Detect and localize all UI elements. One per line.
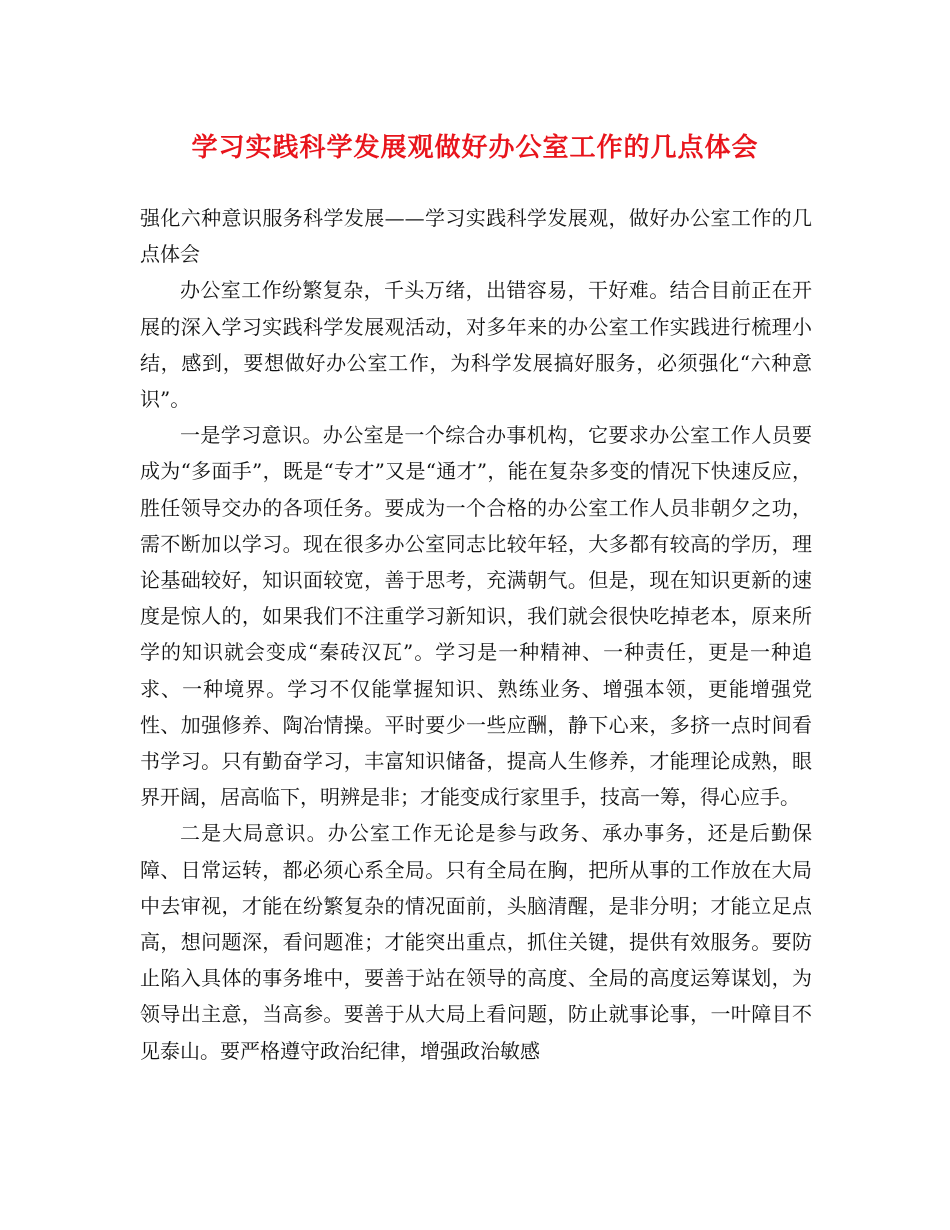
document-title: 学习实践科学发展观做好办公室工作的几点体会 xyxy=(191,133,759,163)
subtitle-paragraph: 强化六种意识服务科学发展——学习实践科学发展观，做好办公室工作的几点体会 xyxy=(140,206,812,267)
document-body xyxy=(140,200,812,1069)
intro-paragraph: 办公室工作纷繁复杂，千头万绪，出错容易，干好难。结合目前正在开展的深入学习实践科学发展观活动，对多年来的办公室工作实践进行梳理小结，感到，要想做好办公室工作，为科学发展搞好服务，必须强化“六种意识”。 xyxy=(140,278,812,412)
learning-awareness-paragraph: 一是学习意识。办公室是一个综合办事机构，它要求办公室工作人员要成为“多面手”，既是“专才”又是“通才”，能在复杂多变的情况下快速反应，胜任领导交办的各项任务。要成为一个合格的办公室工作人员非朝夕之功，需不断加以学习。现在很多办公室同志比较年轻，大多都有较高的学历，理论基础较好，知识面较宽，善于思考，充满朝气。但是，现在知识更新的速度是惊人的，如果我们不注重学习新知识，我们就会很快吃掉老本，原来所学的知识就会变成“秦砖汉瓦”。学习是一种精神、一种责任，更是一种追求、一种境界。学习不仅能掌握知识、熟练业务、增强本领，更能增强党性、加强修养、陶冶情操。平时要少一些应酬，静下心来，多挤一点时间看书学习。只有勤奋学习，丰富知识储备，提高人生修养，才能理论成熟，眼界开阔，居高临下，明辨是非；才能变成行家里手，技高一筹，得心应手。 xyxy=(140,423,812,810)
overall-awareness-paragraph: 二是大局意识。办公室工作无论是参与政务、承办事务，还是后勤保障、日常运转，都必须心系全局。只有全局在胸，把所从事的工作放在大局中去审视，才能在纷繁复杂的情况面前，头脑清醒，是非分明；才能立足点高，想问题深，看问题准；才能突出重点，抓住关键，提供有效服务。要防止陷入具体的事务堆中，要善于站在领导的高度、全局的高度运筹谋划，为领导出主意，当高参。要善于从大局上看问题，防止就事论事，一叶障目不见泰山。要严格遵守政治纪律，增强政治敏感 xyxy=(140,821,812,1063)
